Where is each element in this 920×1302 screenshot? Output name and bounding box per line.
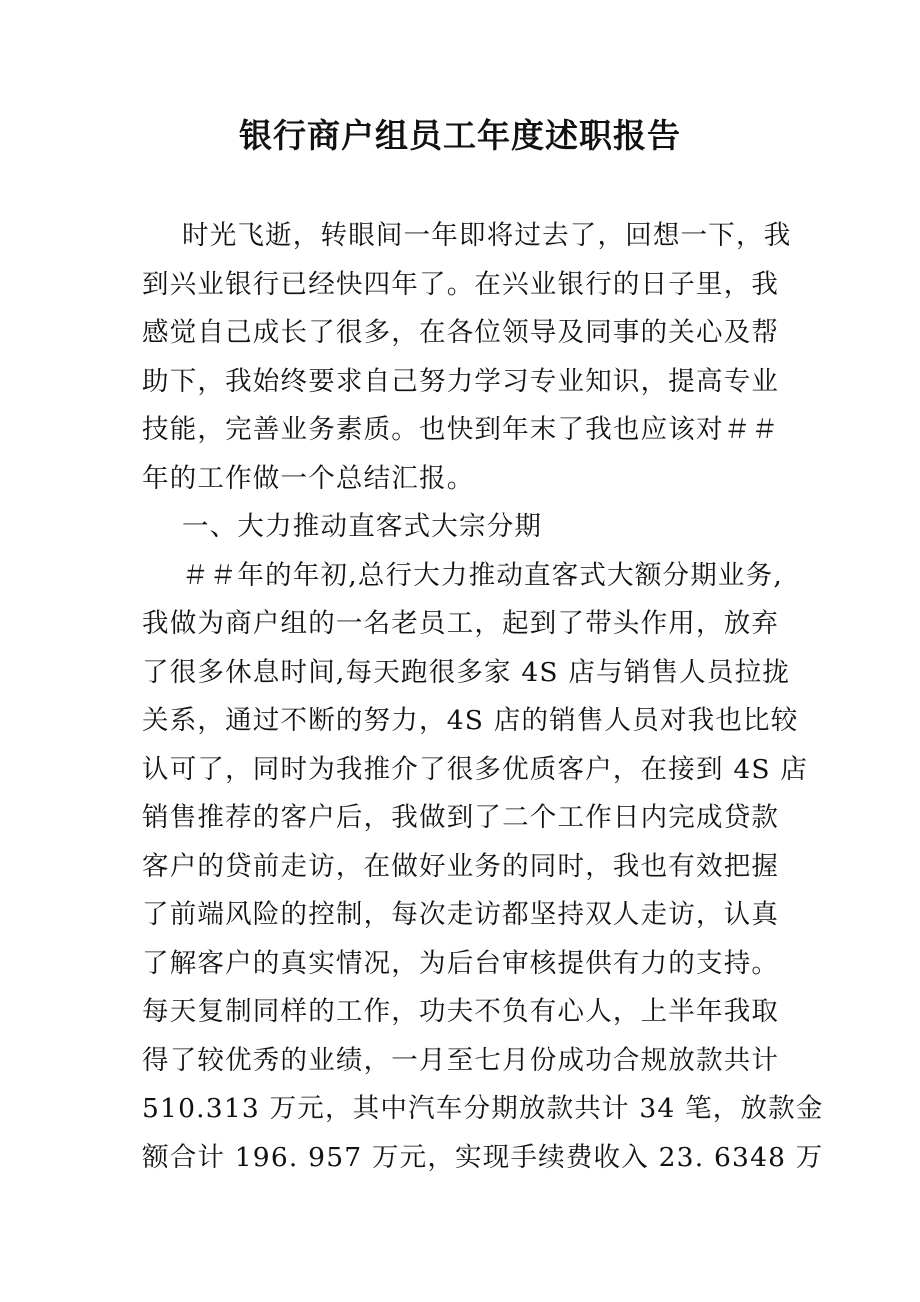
body-line: 销售推荐的客户后，我做到了二个工作日内完成贷款: [142, 802, 780, 833]
body-line: 510.313 万元，其中汽车分期放款共计 34 笔，放款金: [142, 1093, 824, 1124]
body-line: 客户的贷前走访，在做好业务的同时，我也有效把握: [142, 850, 780, 882]
body-line: 时光飞逝，转眼间一年即将过去了，回想一下，我: [182, 220, 792, 251]
body-line: 到兴业银行已经快四年了。在兴业银行的日子里，我: [142, 268, 780, 300]
body-line: ＃＃年的年初,总行大力推动直客式大额分期业务,: [182, 559, 783, 591]
body-line: 认可了，同时为我推介了很多优质客户，在接到 4S 店: [142, 753, 809, 785]
body-line: 助下，我始终要求自己努力学习专业知识，提高专业: [142, 365, 780, 397]
body-line: 了前端风险的控制，每次走访都坚持双人走访，认真: [142, 899, 780, 930]
body-line: 了解客户的真实情况，为后台审核提供有力的支持。: [142, 947, 780, 979]
document-body: [142, 212, 824, 1182]
body-line: 关系，通过不断的努力，4S 店的销售人员对我也比较: [142, 705, 799, 736]
body-line: 感觉自己成长了很多，在各位领导及同事的关心及帮: [142, 317, 780, 348]
body-line: 额合计 196. 957 万元，实现手续费收入 23. 6348 万: [142, 1141, 824, 1173]
body-line: 年的工作做一个总结汇报。: [142, 462, 475, 494]
body-line: 我做为商户组的一名老员工，起到了带头作用，放弃: [142, 608, 780, 639]
body-line: 技能，完善业务素质。也快到年末了我也应该对＃＃: [142, 414, 780, 445]
body-line: 每天复制同样的工作，功夫不负有心人，上半年我取: [142, 996, 780, 1027]
document-title: 银行商户组员工年度述职报告: [239, 116, 681, 155]
body-line: 得了较优秀的业绩，一月至七月份成功合规放款共计: [142, 1044, 780, 1076]
body-line: 一、大力推动直客式大宗分期: [182, 511, 543, 542]
body-line: 了很多休息时间,每天跑很多家 4S 店与销售人员拉拢: [142, 656, 790, 688]
